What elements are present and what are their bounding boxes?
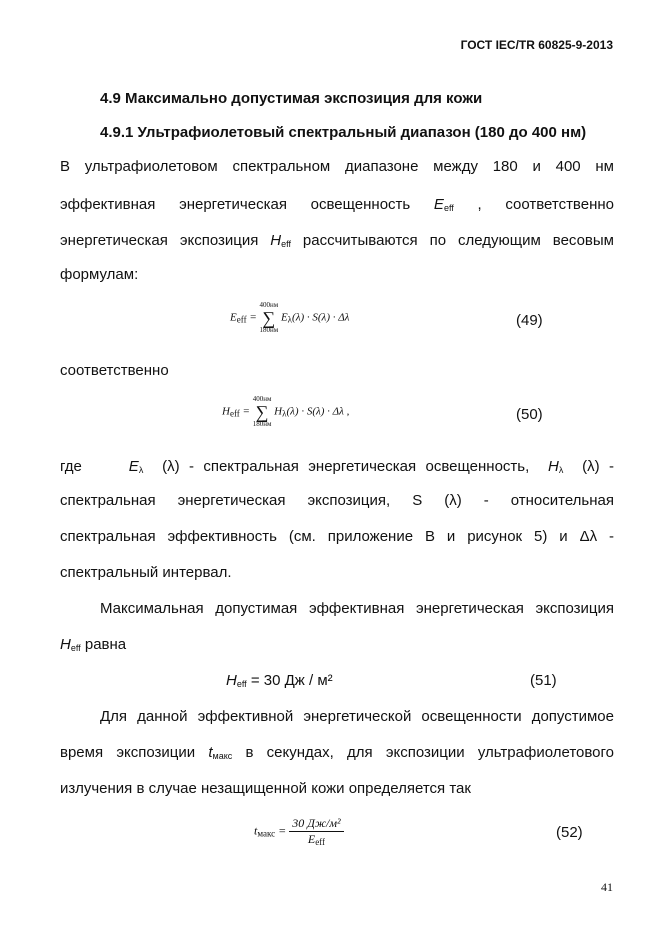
formula-52: $t_{макс}$ = $\frac{\text{30 Дж/м²}}{E_{eff}}$ [254, 816, 344, 847]
h-eff-symbol: $H_{eff}$ [270, 232, 291, 249]
section-heading-4-9: 4.9 Максимально допустимая экспозиция для кожи [100, 90, 483, 107]
e-eff-symbol: $E_{eff}$ [433, 196, 454, 213]
paragraph-line: спектральная энергетическая экспозиция, S (λ) - относительная [60, 492, 614, 509]
section-heading-4-9-1: 4.9.1 Ультрафиолетовый спектральный диапазон (180 до 400 нм) [100, 124, 587, 141]
sum-symbol: 400нм ∑ 180нм [252, 395, 272, 428]
paragraph-line: Для данной эффективной энергетической освещенности допустимое [100, 708, 614, 725]
equation-number-49: (49) [516, 312, 543, 329]
paragraph-line: $H_{eff}$ равна [60, 636, 127, 653]
paragraph-line: где $E_\lambda$ (λ) - спектральная энергетическая освещенность, $H_\lambda$ (λ) - [60, 458, 615, 475]
sum-symbol: 400нм ∑ 180нм [259, 301, 279, 334]
equation-number-50: (50) [516, 406, 543, 423]
document-header: ГОСТ IEC/TR 60825-9-2013 [460, 38, 613, 52]
paragraph-line: спектральный интервал. [60, 564, 232, 581]
formula-50: $H_{eff}$ = 400нм ∑ 180нм $H_\lambda(\lambda) \cdot S(\lambda) \cdot \Delta\lambda$ , [222, 395, 350, 428]
formula-51: $H_{eff} = 30$ Дж / м² [226, 672, 333, 689]
equation-number-51: (51) [530, 672, 557, 689]
paragraph-line: соответственно [60, 362, 169, 379]
page-number: 41 [601, 880, 613, 894]
equation-number-52: (52) [556, 824, 583, 841]
formula-49: $E_{eff}$ = 400нм ∑ 180нм $E_\lambda(\lambda) \cdot S(\lambda) \cdot \Delta\lambda$ [230, 301, 350, 334]
paragraph-line: В ультрафиолетовом спектральном диапазоне между 180 и 400 нм [60, 158, 614, 175]
paragraph-line: эффективная энергетическая освещенность $E_{eff}$ , соответственно [60, 196, 614, 213]
paragraph-line: спектральная эффективность (см. приложение В и рисунок 5) и Δλ - [60, 528, 614, 545]
paragraph-line: формулам: [60, 266, 139, 283]
paragraph-line: Максимальная допустимая эффективная энергетическая экспозиция [100, 600, 614, 617]
paragraph-line: излучения в случае незащищенной кожи определяется так [60, 780, 471, 797]
paragraph-line: энергетическая экспозиция $H_{eff}$ рассчитываются по следующим весовым [60, 232, 614, 249]
paragraph-line: время экспозиции $t_{макс}$ в секундах, для экспозиции ультрафиолетового [60, 744, 614, 761]
h-eff-symbol: $H_{eff}$ [60, 636, 81, 653]
fraction: $\frac{\text{30 Дж/м²}}{E_{eff}}$ [289, 816, 343, 847]
